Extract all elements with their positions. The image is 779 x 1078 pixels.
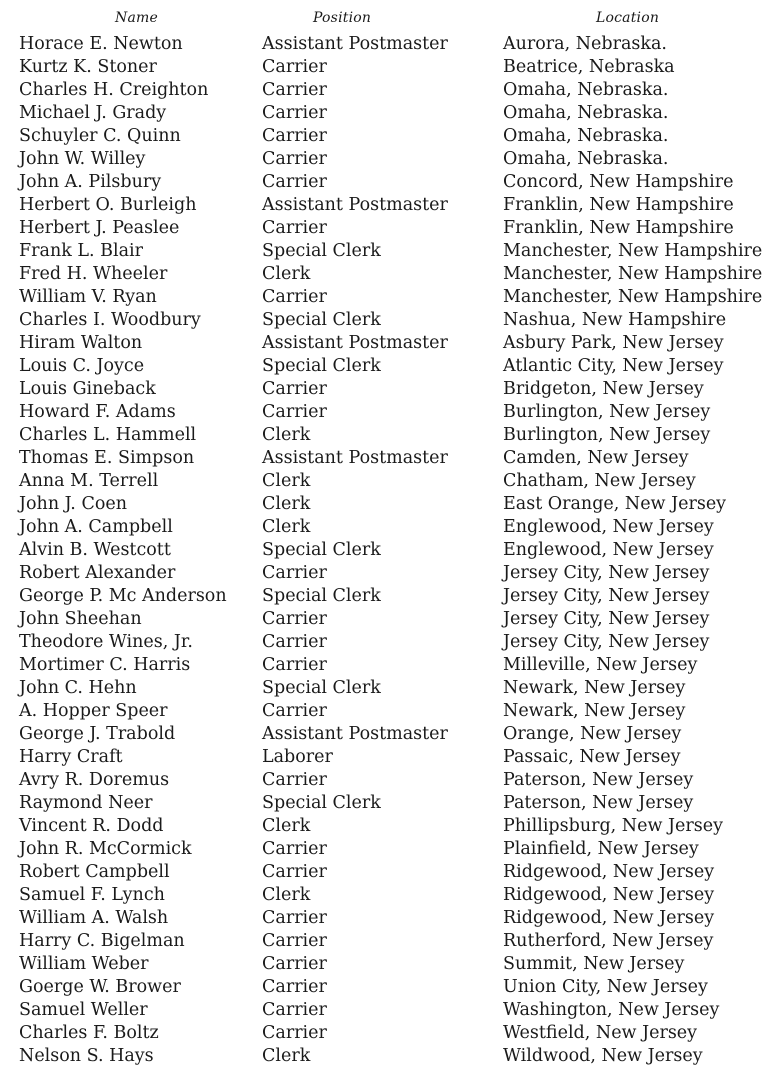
cell-name: Goerge W. Brower: [19, 977, 181, 997]
cell-position: Carrier: [262, 287, 327, 307]
cell-position: Carrier: [262, 655, 327, 675]
cell-location: Jersey City, New Jersey: [503, 632, 710, 652]
cell-location: Union City, New Jersey: [503, 977, 708, 997]
cell-name: Charles F. Boltz: [19, 1023, 159, 1043]
cell-location: Jersey City, New Jersey: [503, 609, 710, 629]
table-row: [0, 792, 779, 815]
cell-position: Carrier: [262, 1000, 327, 1020]
cell-position: Carrier: [262, 701, 327, 721]
cell-location: Nashua, New Hampshire: [503, 310, 727, 330]
cell-position: Special Clerk: [262, 356, 381, 376]
cell-position: Carrier: [262, 977, 327, 997]
cell-location: Englewood, New Jersey: [503, 540, 714, 560]
table-row: [0, 240, 779, 263]
cell-position: Special Clerk: [262, 241, 381, 261]
table-row: [0, 746, 779, 769]
table-row: [0, 723, 779, 746]
cell-location: Franklin, New Hampshire: [503, 195, 734, 215]
cell-location: Newark, New Jersey: [503, 701, 686, 721]
cell-name: William A. Walsh: [19, 908, 169, 928]
cell-name: Robert Alexander: [19, 563, 176, 583]
cell-location: Washington, New Jersey: [503, 1000, 720, 1020]
cell-location: Milleville, New Jersey: [503, 655, 698, 675]
cell-name: Hiram Walton: [19, 333, 143, 353]
cell-name: Charles H. Creighton: [19, 80, 209, 100]
table-row: [0, 263, 779, 286]
cell-position: Carrier: [262, 80, 327, 100]
cell-location: Westfield, New Jersey: [503, 1023, 698, 1043]
cell-name: Avry R. Doremus: [19, 770, 170, 790]
cell-position: Carrier: [262, 839, 327, 859]
cell-position: Clerk: [262, 471, 311, 491]
cell-location: Rutherford, New Jersey: [503, 931, 714, 951]
table-row: [0, 401, 779, 424]
cell-location: Ridgewood, New Jersey: [503, 885, 715, 905]
cell-position: Special Clerk: [262, 310, 381, 330]
cell-position: Clerk: [262, 816, 311, 836]
cell-location: Plainfield, New Jersey: [503, 839, 699, 859]
cell-location: Bridgeton, New Jersey: [503, 379, 704, 399]
cell-name: Raymond Neer: [19, 793, 153, 813]
cell-location: Phillipsburg, New Jersey: [503, 816, 723, 836]
cell-location: Ridgewood, New Jersey: [503, 862, 715, 882]
cell-name: John A. Pilsbury: [19, 172, 162, 192]
table-row: [0, 56, 779, 79]
cell-location: Omaha, Nebraska.: [503, 103, 669, 123]
cell-position: Clerk: [262, 494, 311, 514]
cell-position: Carrier: [262, 609, 327, 629]
cell-location: Atlantic City, New Jersey: [503, 356, 724, 376]
cell-name: John Sheehan: [19, 609, 142, 629]
cell-name: A. Hopper Speer: [19, 701, 168, 721]
table-row: [0, 769, 779, 792]
table-row: [0, 217, 779, 240]
cell-position: Clerk: [262, 425, 311, 445]
table-row: [0, 654, 779, 677]
cell-name: Louis Gineback: [19, 379, 156, 399]
table-row: [0, 79, 779, 102]
cell-position: Clerk: [262, 264, 311, 284]
cell-name: John C. Hehn: [19, 678, 137, 698]
cell-position: Carrier: [262, 563, 327, 583]
cell-name: Robert Campbell: [19, 862, 170, 882]
cell-position: Carrier: [262, 770, 327, 790]
table-row: [0, 378, 779, 401]
cell-location: Jersey City, New Jersey: [503, 563, 710, 583]
cell-location: Beatrice, Nebraska: [503, 57, 675, 77]
cell-position: Special Clerk: [262, 793, 381, 813]
table-row: [0, 148, 779, 171]
cell-name: Samuel Weller: [19, 1000, 148, 1020]
cell-location: Asbury Park, New Jersey: [503, 333, 724, 353]
table-row: [0, 309, 779, 332]
cell-position: Assistant Postmaster: [262, 448, 448, 468]
column-header-position: Position: [313, 10, 372, 26]
cell-location: Newark, New Jersey: [503, 678, 686, 698]
cell-name: John J. Coen: [19, 494, 127, 514]
cell-position: Carrier: [262, 149, 327, 169]
cell-position: Carrier: [262, 172, 327, 192]
cell-location: Manchester, New Hampshire: [503, 287, 763, 307]
table-row: [0, 700, 779, 723]
cell-location: Burlington, New Jersey: [503, 402, 711, 422]
cell-position: Clerk: [262, 517, 311, 537]
cell-name: Harry Craft: [19, 747, 123, 767]
table-row: [0, 125, 779, 148]
cell-position: Carrier: [262, 126, 327, 146]
cell-position: Carrier: [262, 862, 327, 882]
table-row: [0, 355, 779, 378]
roster-list: [0, 33, 779, 1068]
cell-name: Herbert O. Burleigh: [19, 195, 197, 215]
cell-location: Summit, New Jersey: [503, 954, 685, 974]
table-row: [0, 631, 779, 654]
cell-position: Carrier: [262, 632, 327, 652]
table-row: [0, 516, 779, 539]
cell-position: Carrier: [262, 379, 327, 399]
cell-name: Schuyler C. Quinn: [19, 126, 181, 146]
cell-name: George J. Trabold: [19, 724, 176, 744]
cell-position: Carrier: [262, 954, 327, 974]
column-header-location: Location: [596, 10, 660, 26]
table-row: [0, 1045, 779, 1068]
cell-location: Jersey City, New Jersey: [503, 586, 710, 606]
cell-location: Ridgewood, New Jersey: [503, 908, 715, 928]
cell-location: Franklin, New Hampshire: [503, 218, 734, 238]
column-header-row: [0, 10, 779, 30]
table-row: [0, 861, 779, 884]
cell-name: Samuel F. Lynch: [19, 885, 165, 905]
cell-name: William Weber: [19, 954, 149, 974]
table-row: [0, 286, 779, 309]
cell-name: Vincent R. Dodd: [19, 816, 164, 836]
cell-location: Omaha, Nebraska.: [503, 149, 669, 169]
cell-name: George P. Mc Anderson: [19, 586, 227, 606]
cell-name: Alvin B. Westcott: [19, 540, 171, 560]
cell-location: Wildwood, New Jersey: [503, 1046, 703, 1066]
table-row: [0, 332, 779, 355]
cell-location: Paterson, New Jersey: [503, 793, 694, 813]
cell-name: William V. Ryan: [19, 287, 157, 307]
cell-name: Horace E. Newton: [19, 34, 183, 54]
cell-location: Passaic, New Jersey: [503, 747, 681, 767]
cell-position: Carrier: [262, 218, 327, 238]
cell-location: Burlington, New Jersey: [503, 425, 711, 445]
cell-position: Carrier: [262, 931, 327, 951]
cell-location: Concord, New Hampshire: [503, 172, 734, 192]
cell-position: Laborer: [262, 747, 333, 767]
table-row: [0, 539, 779, 562]
table-row: [0, 884, 779, 907]
table-row: [0, 194, 779, 217]
cell-position: Special Clerk: [262, 540, 381, 560]
table-row: [0, 999, 779, 1022]
table-row: [0, 470, 779, 493]
cell-name: Nelson S. Hays: [19, 1046, 154, 1066]
cell-position: Carrier: [262, 1023, 327, 1043]
cell-location: Chatham, New Jersey: [503, 471, 696, 491]
cell-location: Omaha, Nebraska.: [503, 80, 669, 100]
cell-name: Howard F. Adams: [19, 402, 176, 422]
cell-position: Special Clerk: [262, 678, 381, 698]
cell-position: Assistant Postmaster: [262, 34, 448, 54]
table-row: [0, 815, 779, 838]
cell-location: Manchester, New Hampshire: [503, 241, 763, 261]
cell-position: Assistant Postmaster: [262, 195, 448, 215]
table-row: [0, 907, 779, 930]
cell-location: Paterson, New Jersey: [503, 770, 694, 790]
cell-position: Assistant Postmaster: [262, 333, 448, 353]
cell-position: Carrier: [262, 103, 327, 123]
table-row: [0, 447, 779, 470]
cell-name: Charles L. Hammell: [19, 425, 197, 445]
cell-position: Carrier: [262, 57, 327, 77]
table-row: [0, 930, 779, 953]
cell-name: Louis C. Joyce: [19, 356, 145, 376]
table-row: [0, 953, 779, 976]
cell-name: Mortimer C. Harris: [19, 655, 191, 675]
cell-name: Charles I. Woodbury: [19, 310, 201, 330]
table-row: [0, 102, 779, 125]
cell-name: John W. Willey: [19, 149, 146, 169]
cell-location: East Orange, New Jersey: [503, 494, 727, 514]
cell-location: Aurora, Nebraska.: [503, 34, 667, 54]
table-row: [0, 838, 779, 861]
cell-name: Thomas E. Simpson: [19, 448, 195, 468]
cell-location: Manchester, New Hampshire: [503, 264, 763, 284]
cell-location: Orange, New Jersey: [503, 724, 682, 744]
cell-position: Assistant Postmaster: [262, 724, 448, 744]
cell-name: Anna M. Terrell: [19, 471, 159, 491]
table-row: [0, 585, 779, 608]
cell-name: Harry C. Bigelman: [19, 931, 185, 951]
cell-position: Carrier: [262, 402, 327, 422]
table-row: [0, 493, 779, 516]
table-row: [0, 976, 779, 999]
cell-position: Clerk: [262, 885, 311, 905]
table-row: [0, 33, 779, 56]
cell-position: Carrier: [262, 908, 327, 928]
table-row: [0, 562, 779, 585]
cell-location: Camden, New Jersey: [503, 448, 689, 468]
cell-name: Herbert J. Peaslee: [19, 218, 180, 238]
cell-name: Fred H. Wheeler: [19, 264, 168, 284]
table-row: [0, 608, 779, 631]
cell-location: Englewood, New Jersey: [503, 517, 714, 537]
cell-name: John A. Campbell: [19, 517, 173, 537]
table-row: [0, 677, 779, 700]
table-row: [0, 171, 779, 194]
column-header-name: Name: [115, 10, 158, 26]
table-row: [0, 1022, 779, 1045]
cell-position: Special Clerk: [262, 586, 381, 606]
table-row: [0, 424, 779, 447]
cell-position: Clerk: [262, 1046, 311, 1066]
cell-name: Theodore Wines, Jr.: [19, 632, 193, 652]
cell-name: Michael J. Grady: [19, 103, 167, 123]
cell-name: Frank L. Blair: [19, 241, 143, 261]
cell-name: John R. McCormick: [19, 839, 192, 859]
cell-name: Kurtz K. Stoner: [19, 57, 157, 77]
cell-location: Omaha, Nebraska.: [503, 126, 669, 146]
